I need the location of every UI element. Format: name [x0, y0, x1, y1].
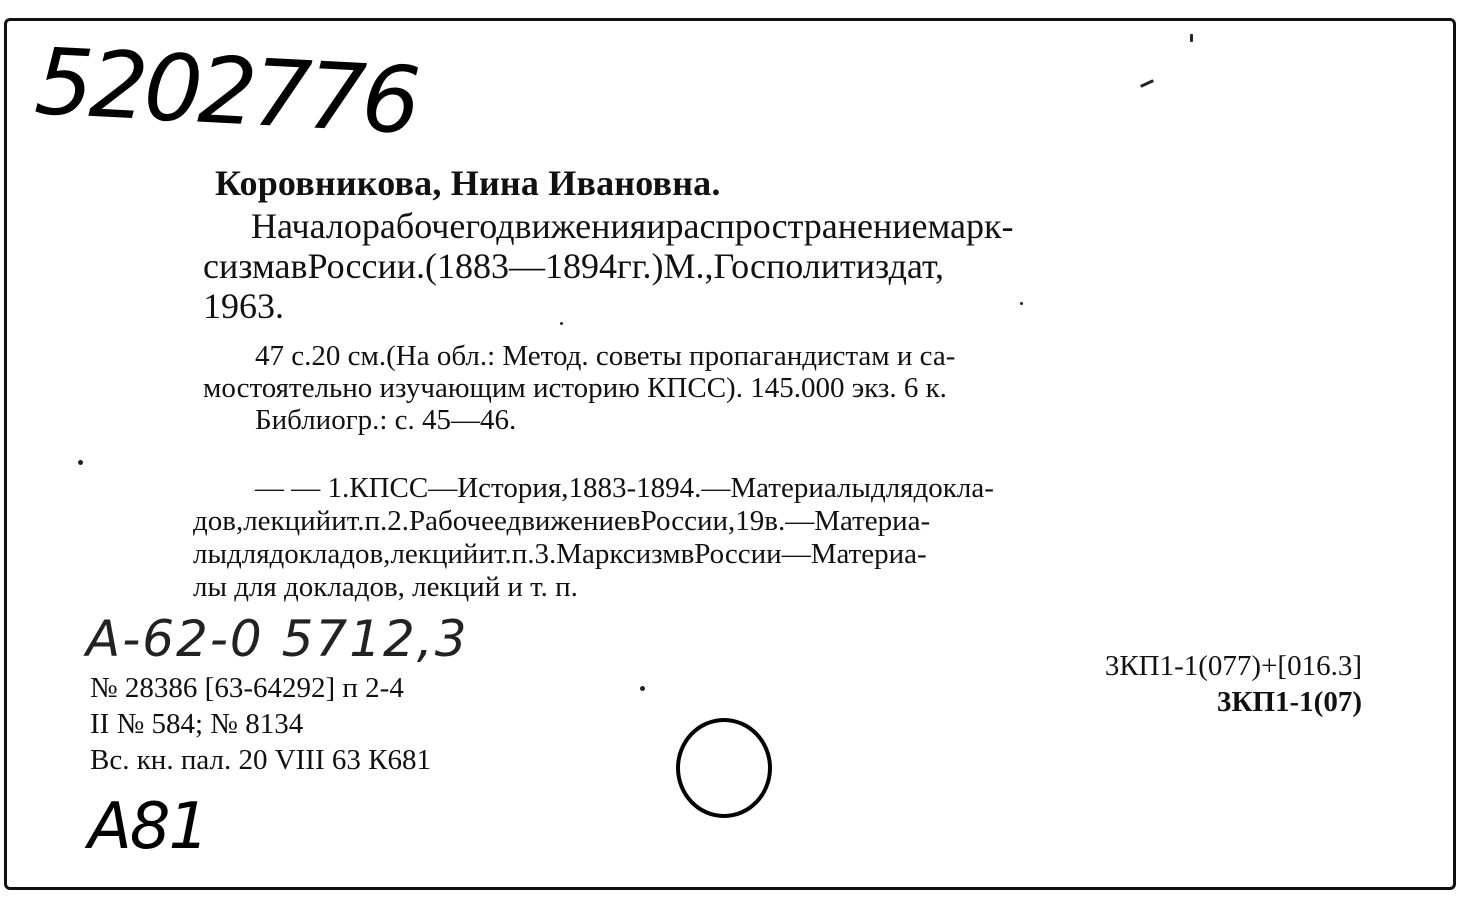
word: и [646, 206, 666, 246]
word: 20 см. [311, 340, 387, 372]
word: Начало [251, 206, 362, 246]
print-info-line: II № 584; № 8134 [90, 708, 304, 740]
physical-line [203, 372, 1363, 404]
word: т. [346, 505, 365, 537]
physical-description [203, 340, 1363, 436]
word: т. [493, 538, 512, 570]
word: 2. [387, 505, 410, 537]
word: — [428, 472, 458, 504]
word: лекций [243, 505, 332, 537]
word: гг.) [616, 246, 664, 286]
print-info [90, 670, 431, 778]
word: Материа- [810, 538, 927, 570]
word: и [478, 538, 494, 570]
classification-codes [1105, 648, 1362, 720]
subject-line [193, 538, 1363, 571]
scan-speck [560, 322, 563, 325]
word: Библиогр.: с. 45—46. [255, 404, 517, 436]
word: марк- [927, 206, 1014, 246]
word: мостоятельно изучающим историю КПСС). 145.000 экз. 6 к. [203, 372, 947, 404]
classification-code: 3КП1-1(077)+[016.3] [1104, 650, 1362, 682]
word: — [785, 505, 815, 537]
circle-stamp-icon [676, 718, 772, 818]
handwritten-bottom-mark: А81 [88, 790, 208, 864]
word: движение [506, 505, 627, 537]
word: п. [511, 538, 535, 570]
word: История, [457, 472, 569, 504]
word: сизма [203, 246, 291, 286]
subject-line [193, 571, 1363, 604]
scan-speck [78, 460, 83, 465]
word: 47 с. [255, 340, 312, 372]
word: (На обл.: Метод. советы пропагандистам и са- [386, 340, 956, 372]
word: — [781, 538, 811, 570]
word: в [626, 505, 641, 537]
print-info-line: № 28386 [63-64292] п 2-4 [90, 672, 404, 704]
handwritten-shelf-mark: 5202776 [32, 28, 420, 155]
word: (1883—1894 [424, 246, 617, 286]
word: докла- [913, 472, 994, 504]
print-info-line: Вс. кн. пал. 20 VIII 63 К681 [90, 744, 431, 776]
word: рабочего [361, 206, 497, 246]
word: М., [663, 246, 714, 286]
word: Материалы [730, 472, 871, 504]
classification-code-bold: 3КП1-1(07) [1216, 686, 1362, 718]
word: 3. [534, 538, 557, 570]
scan-speck [640, 686, 645, 691]
word: в [680, 538, 695, 570]
scan-speck [1190, 34, 1193, 42]
word: для [870, 472, 914, 504]
word: Материа- [814, 505, 931, 537]
word: в [290, 246, 308, 286]
subject-line [193, 472, 1363, 505]
word: России. [307, 246, 425, 286]
word: 1963. [203, 286, 284, 326]
title-block [203, 206, 1363, 326]
word: — — 1. [255, 472, 350, 504]
word: 19 [735, 505, 765, 537]
word: лекций [390, 538, 479, 570]
word: 1883-1894. [568, 472, 702, 504]
word: п. [364, 505, 388, 537]
word: дов, [193, 505, 244, 537]
handwritten-inventory-number: А-62-0 5712,3 [86, 610, 469, 668]
scan-speck [1020, 302, 1023, 305]
word: распространение [665, 206, 928, 246]
word: докладов, [269, 538, 391, 570]
subject-headings [193, 472, 1363, 604]
author-heading: Коровникова, Нина Ивановна. [215, 163, 721, 203]
title-line [203, 206, 1363, 246]
word: Рабочее [409, 505, 507, 537]
word: и [331, 505, 347, 537]
title-line [203, 246, 1363, 286]
physical-line [203, 340, 1363, 372]
physical-line [203, 404, 1363, 436]
subject-line [193, 505, 1363, 538]
word: лы для докладов, лекций и т. п. [193, 571, 578, 603]
word: Марксизм [556, 538, 681, 570]
word: КПСС [349, 472, 429, 504]
word: лы [193, 538, 227, 570]
word: России [694, 538, 782, 570]
word: в. [764, 505, 786, 537]
word: России, [640, 505, 736, 537]
title-line [203, 286, 1363, 326]
word: Госполитиздат, [713, 246, 944, 286]
word: движения [496, 206, 647, 246]
word: — [701, 472, 731, 504]
word: для [226, 538, 270, 570]
